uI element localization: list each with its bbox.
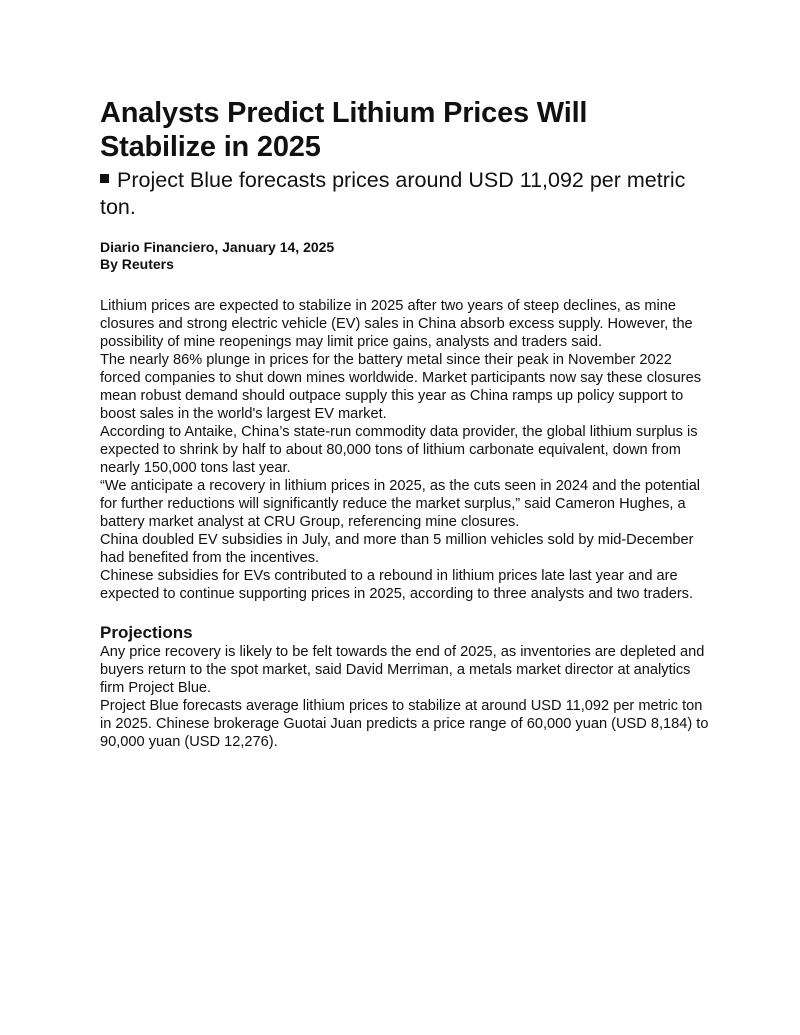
article-body [100, 297, 710, 751]
author: By Reuters [100, 256, 174, 272]
article-headline: Analysts Predict Lithium Prices Will Stabilize in 2025 [100, 97, 588, 163]
body-paragraph: Lithium prices are expected to stabilize in 2025 after two years of steep declines, as mine closures and strong electric vehicle (EV) sales in China absorb excess supply. However, the possibility of mine reopenings may limit price gains, analysts and traders said. [100, 298, 693, 350]
section-paragraph: Any price recovery is likely to be felt towards the end of 2025, as inventories are depleted and buyers return to the spot market, said David Merriman, a metals market director at analytics firm Project Blue. [100, 644, 705, 696]
source-date: Diario Financiero, January 14, 2025 [100, 239, 335, 255]
body-paragraph: “We anticipate a recovery in lithium prices in 2025, as the cuts seen in 2024 and the potential for further reductions will significantly reduce the market surplus,” said Cameron Hughes, a battery market analyst at CRU Group, referencing mine closures. [100, 478, 701, 530]
section-paragraph: Project Blue forecasts average lithium prices to stabilize at around USD 11,092 per metric ton in 2025. Chinese brokerage Guotai Juan predicts a price range of 60,000 yuan (USD 8,184) to 90,000 yuan (USD 12,276). [100, 698, 709, 750]
article [100, 96, 710, 751]
article-subheadline-text: Project Blue forecasts prices around USD 11,092 per metric ton. [100, 168, 686, 219]
body-paragraph: According to Antaike, China’s state-run commodity data provider, the global lithium surplus is expected to shrink by half to about 80,000 tons of lithium carbonate equivalent, down from nearly 150,000 tons last year. [100, 424, 698, 476]
article-subheadline [100, 167, 710, 221]
byline [100, 239, 710, 273]
section-heading-projections: Projections [100, 623, 193, 642]
body-paragraph: The nearly 86% plunge in prices for the battery metal since their peak in November 2022 forced companies to shut down mines worldwide. Market participants now say these closures mean robust demand should outpace supply this year as China ramps up policy support to boost sales in the world's largest EV market. [100, 352, 702, 422]
body-paragraph: Chinese subsidies for EVs contributed to a rebound in lithium prices late last year and are expected to continue supporting prices in 2025, according to three analysts and two traders. [100, 568, 694, 602]
square-bullet-icon [100, 174, 109, 183]
body-paragraph: China doubled EV subsidies in July, and more than 5 million vehicles sold by mid-December had benefited from the incentives. [100, 532, 694, 566]
